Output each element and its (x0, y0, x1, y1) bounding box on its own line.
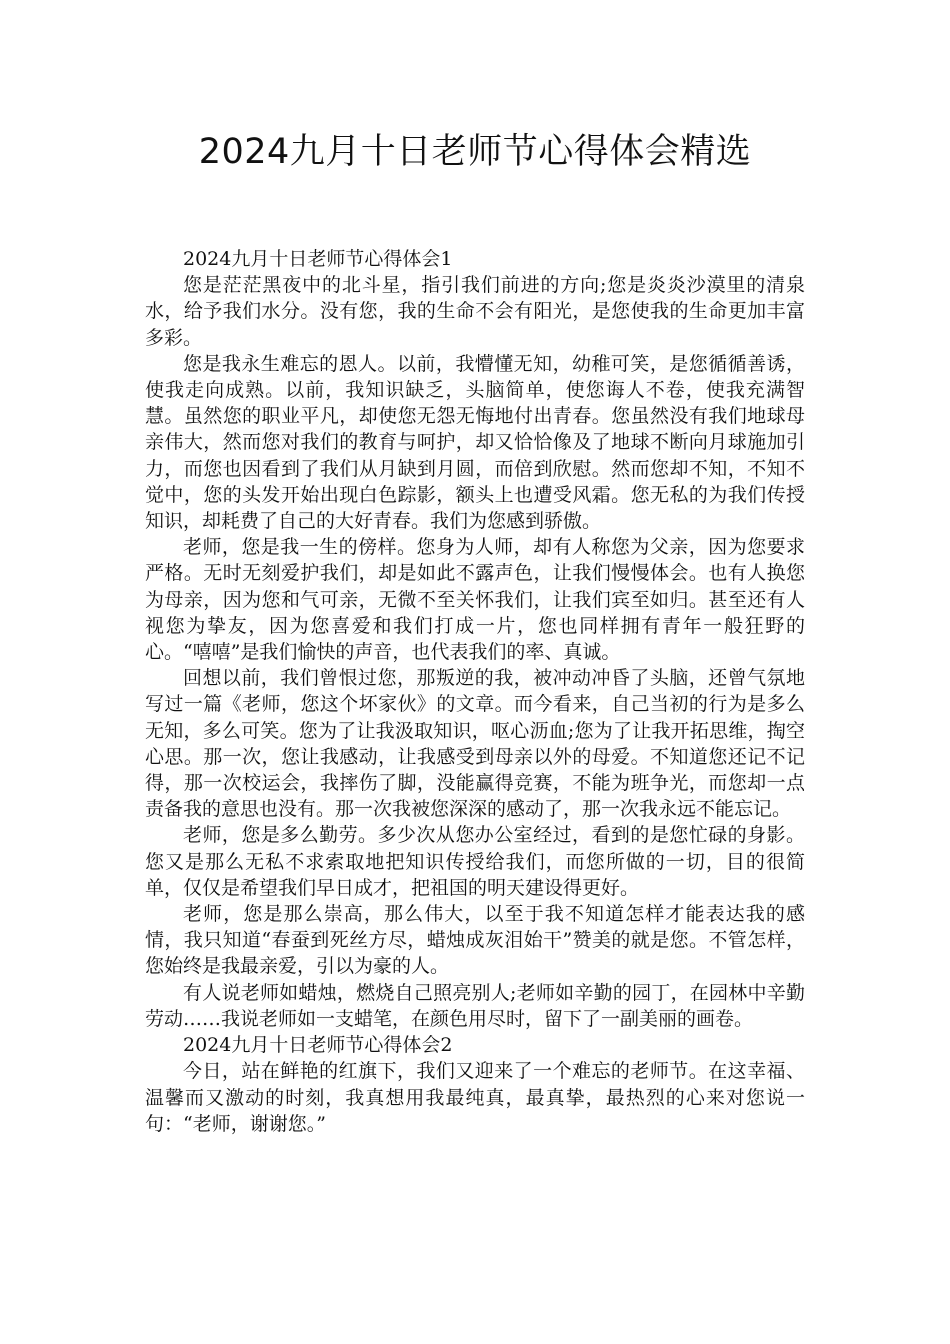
document-title: 2024九月十日老师节心得体会精选 (198, 132, 752, 172)
paragraph: 您是我永生难忘的恩人。以前，我懵懂无知，幼稚可笑，是您循循善诱，使我走向成熟。以前，我知识缺乏，头脑简单，使您诲人不卷，使我充满智慧。虽然您的职业平凡，却使您无怨无悔地付出青春。您虽然没有我们地球母亲伟大，然而您对我们的教育与呵护，却又恰恰像及了地球不断向月球施加引力，而您也因看到了我们从月缺到月圆，而倍到欣慰。然而您却不知，不知不觉中，您的头发开始出现白色踪影，额头上也遭受风霜。您无私的为我们传授知识，却耗费了自己的大好青春。我们为您感到骄傲。 (145, 352, 805, 533)
section-heading-2: 2024九月十日老师节心得体会2 (183, 1034, 453, 1057)
paragraph: 今日，站在鲜艳的红旗下，我们又迎来了一个难忘的老师节。在这幸福、温馨而又激动的时刻，我真想用我最纯真，最真挚，最热烈的心来对您说一句：“老师，谢谢您。” (145, 1060, 805, 1135)
paragraph: 有人说老师如蜡烛，燃烧自己照亮别人;老师如辛勤的园丁，在园林中辛勤劳动……我说老师如一支蜡笔，在颜色用尽时，留下了一副美丽的画卷。 (145, 981, 805, 1030)
paragraph: 您是茫茫黑夜中的北斗星，指引我们前进的方向;您是炎炎沙漠里的清泉水，给予我们水分。没有您，我的生命不会有阳光，是您使我的生命更加丰富多彩。 (145, 274, 805, 349)
document-body (145, 246, 805, 1137)
paragraph: 老师，您是多么勤劳。多少次从您办公室经过，看到的是您忙碌的身影。您又是那么无私不求索取地把知识传授给我们，而您所做的一切，目的很简单，仅仅是希望我们早日成才，把祖国的明天建设得更好。 (145, 824, 805, 899)
paragraph: 老师，您是那么崇高，那么伟大，以至于我不知道怎样才能表达我的感情，我只知道“春蚕到死丝方尽，蜡烛成灰泪始干”赞美的就是您。不管怎样，您始终是我最亲爱，引以为豪的人。 (145, 903, 805, 978)
paragraph: 回想以前，我们曾恨过您，那叛逆的我，被冲动冲昏了头脑，还曾气氛地写过一篇《老师，您这个坏家伙》的文章。而今看来，自己当初的行为是多么无知，多么可笑。您为了让我汲取知识，呕心沥血;您为了让我开拓思维，掏空心思。那一次，您让我感动，让我感受到母亲以外的母爱。不知道您还记不记得，那一次校运会，我摔伤了脚，没能赢得竞赛，不能为班争光，而您却一点责备我的意思也没有。那一次我被您深深的感动了，那一次我永远不能忘记。 (145, 667, 805, 821)
paragraph: 老师，您是我一生的傍样。您身为人师，却有人称您为父亲，因为您要求严格。无时无刻爱护我们，却是如此不露声色，让我们慢慢体会。也有人换您为母亲，因为您和气可亲，无微不至关怀我们，让我们宾至如归。甚至还有人视您为挚友，因为您喜爱和我们打成一片，您也同样拥有青年一般狂野的心。“嘻嘻”是我们愉快的声音，也代表我们的率、真诚。 (145, 536, 805, 664)
section-heading-1: 2024九月十日老师节心得体会1 (183, 248, 453, 270)
